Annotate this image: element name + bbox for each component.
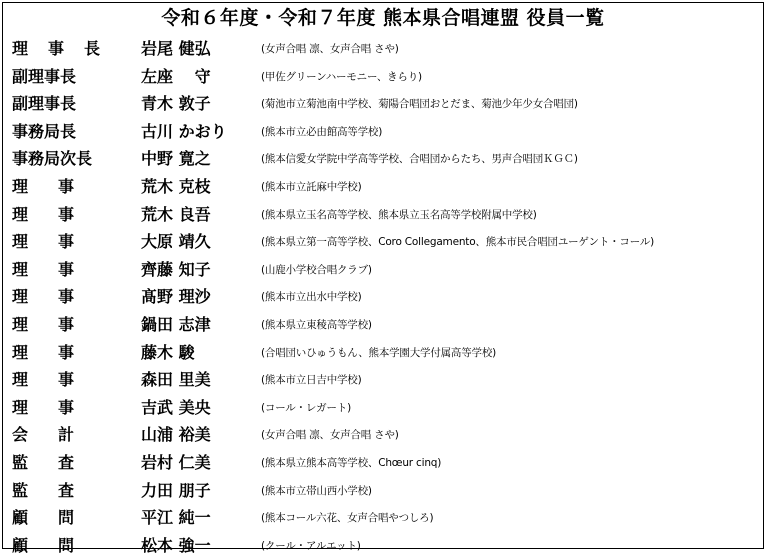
officer-affiliation: (菊池市立菊池南中学校、菊陽合唱団おとだま、菊池少年少女合唱団) [261,98,578,111]
officer-name: 齊藤 知子 [141,259,211,279]
officer-role: 事務局長 [12,121,77,141]
officer-row [3,145,763,173]
officer-role: 監 査 [12,452,74,472]
officer-affiliation: (クール・アルエット) [261,539,361,552]
officer-name: 力田 朋子 [141,480,211,500]
officer-affiliation: (女声合唱 凛、女声合唱 さや) [261,43,399,55]
officer-name: 髙野 理沙 [141,287,211,307]
officer-name: 古川 かおり [141,121,227,141]
officer-affiliation: (合唱団いひゅうもん、熊本学園大学付属高等学校) [261,346,497,359]
officer-name: 松本 強一 [141,535,211,555]
officer-role: 理 事 [12,342,74,362]
officer-role: 副理事長 [12,66,77,86]
document-title: 令和６年度・令和７年度 熊本県合唱連盟 役員一覧 [161,7,605,29]
officer-role: 会 計 [12,425,74,445]
officer-affiliation: (熊本市立帯山西小学校) [261,484,372,497]
officer-affiliation: (熊本市立出水中学校) [261,291,362,304]
officer-role: 理 事 [12,204,74,224]
officer-row [3,90,763,118]
officer-affiliation: (女声合唱 凛、女声合唱 さや) [261,429,399,442]
officer-role: 理 事 [12,232,74,252]
officer-role: 理 事 [12,397,74,417]
officer-role: 理 事 [12,259,74,279]
officer-row [3,311,763,339]
officer-row [3,421,763,449]
officer-role: 理 事 [12,287,74,307]
officer-affiliation: (熊本市立託麻中学校) [261,180,362,193]
officer-name: 左座 守 [141,66,211,86]
officer-name: 山浦 裕美 [141,425,211,445]
officer-list-document [2,2,764,555]
officer-row [3,339,763,367]
officer-affiliation: (熊本県立第一高等学校、Coro Collegamento、熊本市民合唱団ユーゲント・コール) [261,236,655,249]
officer-role: 理 事 長 [12,39,100,58]
officer-name: 岩尾 健弘 [141,39,211,58]
officer-row [3,532,763,560]
officer-row [3,35,763,63]
officer-role: 副理事長 [12,94,77,114]
officer-row [3,283,763,311]
officer-name: 荒木 克枝 [141,176,211,196]
officer-name: 荒木 良吾 [141,204,211,224]
officer-row [3,201,763,229]
officer-affiliation: (熊本県立熊本高等学校、Chœur cinq) [261,456,442,469]
officer-affiliation: (山鹿小学校合唱クラブ) [261,263,372,276]
officer-name: 鍋田 志津 [141,314,211,334]
officer-role: 理 事 [12,176,74,196]
officer-role: 事務局次長 [12,149,93,169]
officer-name: 岩村 仁美 [141,452,211,472]
officer-name: 大原 靖久 [141,232,211,252]
officer-role: 顧 問 [12,508,74,528]
officer-row [3,504,763,532]
officer-affiliation: (熊本県立東稜高等学校) [261,318,372,331]
officer-row [3,118,763,146]
officer-rows [3,35,763,559]
officer-name: 平江 純一 [141,508,211,528]
officer-role: 理 事 [12,314,74,334]
officer-affiliation: (甲佐グリーンハーモニー、きらり) [261,70,422,83]
officer-role: 顧 問 [12,535,74,555]
officer-name: 森田 里美 [141,370,211,390]
officer-affiliation: (熊本コール六花、女声合唱やつしろ) [261,512,434,525]
officer-affiliation: (コール・レガート) [261,401,351,414]
officer-row [3,63,763,91]
officer-row [3,477,763,505]
officer-row [3,173,763,201]
officer-role: 理 事 [12,370,74,390]
officer-name: 吉武 美央 [141,397,211,417]
officer-affiliation: (熊本市立必由館高等学校) [261,125,383,138]
officer-row [3,256,763,284]
officer-affiliation: (熊本信愛女学院中学高等学校、合唱団からたち、男声合唱団ＫＧＣ) [261,153,578,166]
officer-name: 青木 敦子 [141,94,211,114]
officer-row [3,228,763,256]
officer-name: 中野 寛之 [141,149,211,169]
officer-affiliation: (熊本県立玉名高等学校、熊本県立玉名高等学校附属中学校) [261,208,537,221]
officer-row [3,394,763,422]
officer-row [3,449,763,477]
officer-role: 監 査 [12,480,74,500]
officer-affiliation: (熊本市立日吉中学校) [261,374,362,387]
officer-name: 藤木 駿 [141,342,195,362]
officer-row [3,366,763,394]
